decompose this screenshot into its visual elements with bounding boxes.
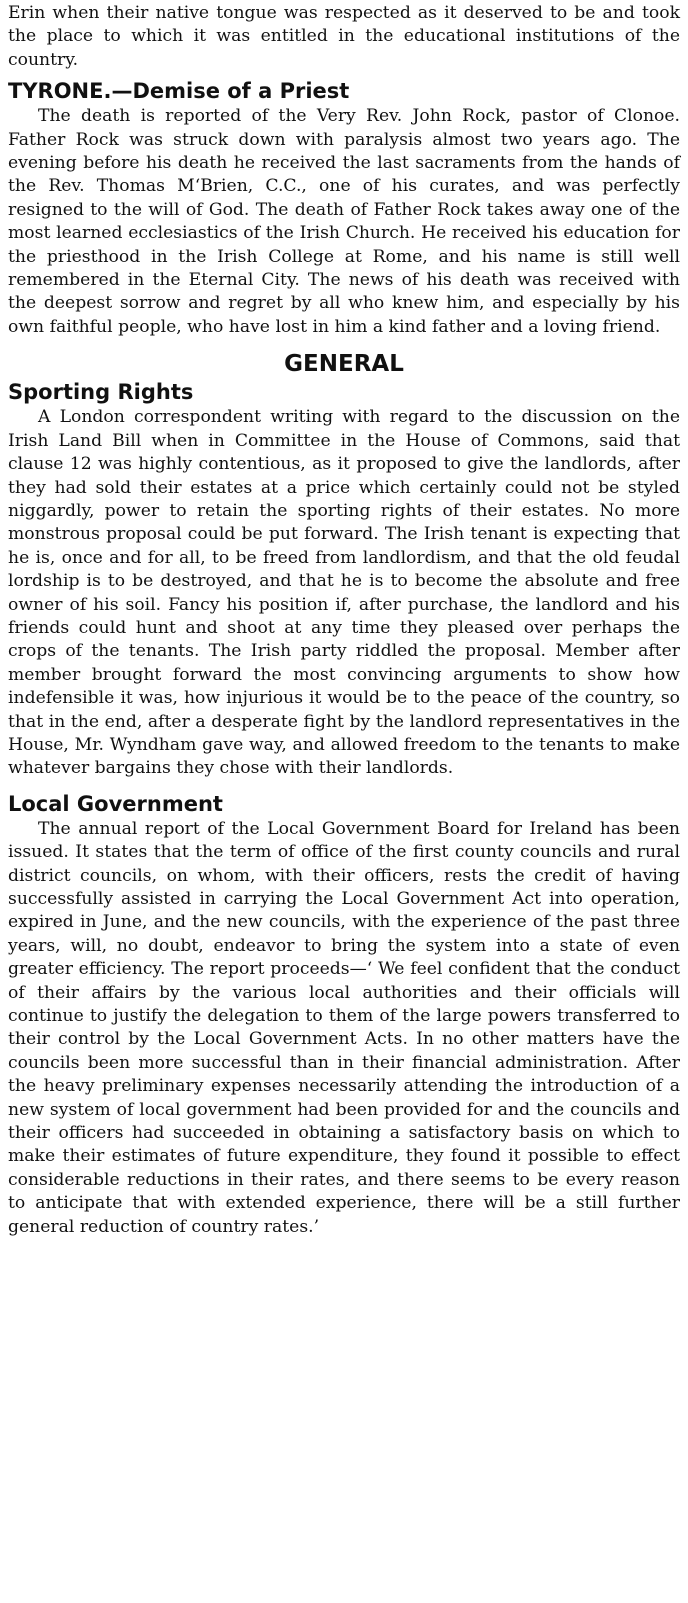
local-government-heading: Local Government [8, 791, 223, 816]
general-heading: GENERAL [284, 351, 404, 378]
sporting-heading: Sporting Rights [8, 380, 194, 405]
spacer [8, 781, 680, 791]
tyrone-paragraph: The death is reported of the Very Rev. John Rock, pastor of Clonoe. Father Rock was struck down with paralysis almost two years ago. The evening before his death he received the last sacraments from the hands of the Rev. Thomas M‘Brien, C.C., one of his curates, and was perfectly resigned to the will of God. The death of Father Rock takes away one of the most learned ecclesiastics of the Irish Church. He received his education for the priesthood in the Irish College at Rome, and his name is still well remembered in the Eternal City. The news of his death was received with the deepest sorrow and regret by all who knew him, and especially by his own faithful people, who have lost in him a kind father and a loving friend. [8, 106, 680, 337]
intro-paragraph: Erin when their native tongue was respected as it deserved to be and took the place to which it was entitled in the educational institutions of the country. [8, 3, 680, 70]
sporting-paragraph: A London correspondent writing with regard to the discussion on the Irish Land Bill when in Committee in the House of Commons, said that clause 12 was highly contentious, as it proposed to give the landlords, after they had sold their estates at a price which certainly could not be styled niggardly, power to retain the sporting rights of their estates. No more monstrous proposal could be put forward. The Irish tenant is expecting that he is, once and for all, to be freed from landlordism, and that the old feudal lordship is to be destroyed, and that he is to become the absolute and free owner of his soil. Fancy his position if, after purchase, the landlord and his friends could hunt and shoot at any time they pleased over perhaps the crops of the tenants. The Irish party riddled the proposal. Member after member brought forward the most convincing arguments to show how indefensible it was, how injurious it would be to the peace of the country, so that in the end, after a desperate fight by the landlord representatives in the House, Mr. Wyndham gave way, and allowed freedom to the tenants to make whatever bargains they chose with their landlords. [8, 407, 680, 779]
tyrone-heading: TYRONE.—Demise of a Priest [8, 79, 350, 104]
local-government-paragraph: The annual report of the Local Government Board for Ireland has been issued. It states that the term of office of the first county councils and rural district councils, on whom, with their officers, rests the credit of having successfully assisted in carrying the Local Government Act into operation, expired in June, and the new councils, with the experience of the past three years, will, no doubt, endeavor to bring the system into a state of even greater efficiency. The report proceeds—‘ We feel confident that the conduct of their affairs by the various local authorities and their officials will continue to justify the delegation to them of the large powers transferred to their control by the Local Government Acts. In no other matters have the councils been more successful than in their financial administration. After the heavy preliminary expenses necessarily attending the introduction of a new system of local government had been provided for and the councils and their officers had succeeded in obtaining a satisfactory basis on which to make their estimates of future expenditure, they found it possible to effect considerable reductions in their rates, and there seems to be every reason to anticipate that with extended experience, there will be a still further general reduction of country rates.’ [8, 818, 680, 1237]
spacer [8, 339, 680, 349]
